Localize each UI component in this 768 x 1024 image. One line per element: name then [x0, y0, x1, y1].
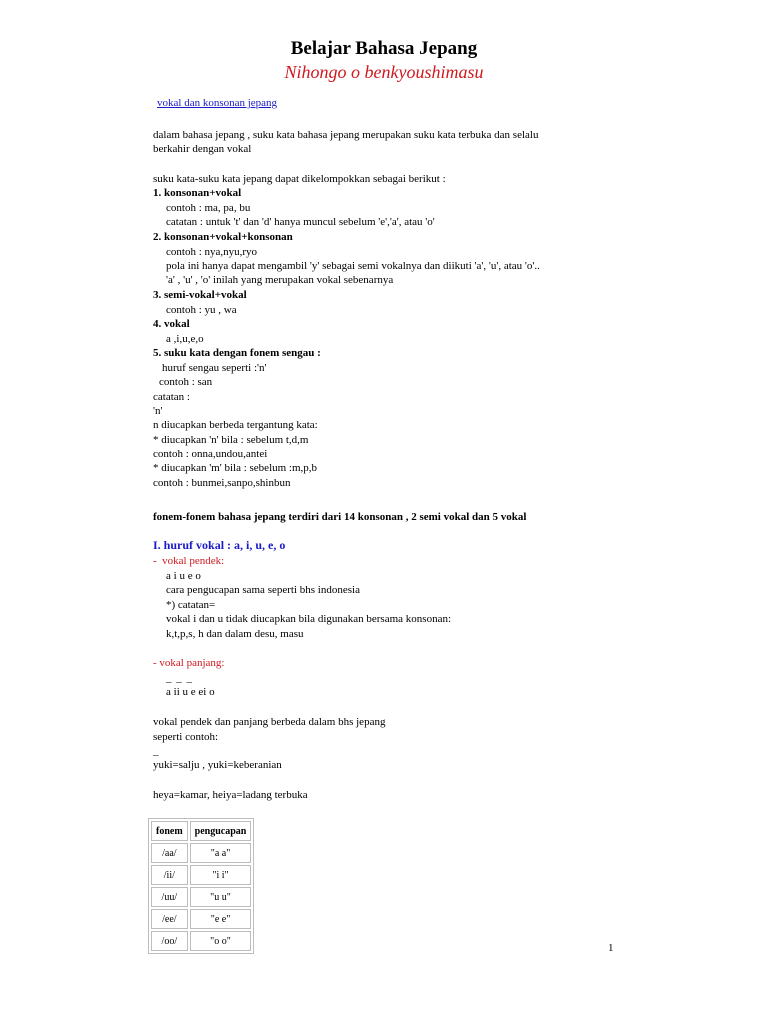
syllable-heading: 5. suku kata dengan fonem sengau :	[153, 347, 321, 360]
cell-pengucapan: "o o"	[190, 931, 252, 951]
cell-fonem: /oo/	[151, 931, 188, 951]
cell-fonem: /ee/	[151, 909, 188, 929]
table-row	[151, 843, 251, 863]
short-vowel-line: k,t,p,s, h dan dalam desu, masu	[166, 628, 304, 640]
intro-line: dalam bahasa jepang , suku kata bahasa jepang merupakan suku kata terbuka dan selalu	[153, 129, 539, 141]
example-yuki: yuki=salju , yuki=keberanian	[153, 759, 282, 771]
section-heading-vokal: I. huruf vokal : a, i, u, e, o	[153, 538, 286, 552]
fonem-summary: fonem-fonem bahasa jepang terdiri dari 14 konsonan , 2 semi vokal dan 5 vokal	[153, 511, 527, 523]
page-number: 1	[608, 942, 614, 954]
table-header-row	[151, 821, 251, 841]
comparison-line: seperti contoh:	[153, 731, 219, 743]
short-vowel-line: *) catatan=	[166, 599, 216, 611]
table-row	[151, 909, 251, 929]
long-vowels: a ii u e ei o	[166, 686, 215, 698]
macron-marks: _ _ _	[166, 672, 193, 684]
syllable-line: 'a' , 'u' , 'o' inilah yang merupakan vokal sebenarnya	[166, 274, 394, 287]
page-subtitle: Nihongo o benkyoushimasu	[284, 62, 484, 82]
syllable-line: * diucapkan 'm' bila : sebelum :m,p,b	[153, 462, 318, 475]
syllable-line: contoh : onna,undou,antei	[153, 447, 268, 460]
syllable-heading: 4. vokal	[153, 317, 190, 330]
syllable-line: catatan : untuk 't' dan 'd' hanya muncul sebelum 'e','a', atau 'o'	[166, 216, 435, 229]
syllable-line: huruf sengau seperti :'n'	[162, 362, 267, 375]
syllable-line: * diucapkan 'n' bila : sebelum t,d,m	[153, 433, 309, 446]
fonem-table	[148, 818, 254, 954]
column-header-pengucapan: pengucapan	[190, 821, 252, 841]
syllable-line: n diucapkan berbeda tergantung kata:	[153, 419, 318, 432]
cell-fonem: /ii/	[151, 865, 188, 885]
syllable-line: catatan :	[153, 390, 190, 403]
column-header-fonem: fonem	[151, 821, 188, 841]
syllable-heading: 2. konsonan+vokal+konsonan	[153, 230, 293, 243]
table-row	[151, 931, 251, 951]
syllable-heading: 3. semi-vokal+vokal	[153, 288, 247, 301]
cell-pengucapan: "i i"	[190, 865, 252, 885]
cell-fonem: /uu/	[151, 887, 188, 907]
cell-pengucapan: "a a"	[190, 843, 252, 863]
short-vowel-line: a i u e o	[166, 570, 201, 582]
syllable-line: contoh : ma, pa, bu	[166, 202, 251, 214]
cell-fonem: /aa/	[151, 843, 188, 863]
page-title: Belajar Bahasa Jepang	[290, 38, 478, 59]
cell-pengucapan: "u u"	[190, 887, 252, 907]
short-vowel-label	[153, 554, 224, 568]
syllable-line: contoh : yu , wa	[166, 303, 237, 316]
syllable-line: 'n'	[153, 405, 163, 417]
short-vowel-line: vokal i dan u tidak diucapkan bila digunakan bersama konsonan:	[166, 613, 452, 625]
example-heya: heya=kamar, heiya=ladang terbuka	[153, 789, 308, 801]
macron-mark: _	[153, 745, 159, 757]
syllable-line: a ,i,u,e,o	[166, 332, 204, 345]
table-row	[151, 865, 251, 885]
comparison-line: vokal pendek dan panjang berbeda dalam bhs jepang	[153, 716, 386, 728]
link-vokal-konsonan[interactable]: vokal dan konsonan jepang	[157, 97, 278, 109]
short-vowel-line: cara pengucapan sama seperti bhs indonesia	[166, 584, 360, 596]
syllable-line: contoh : nya,nyu,ryo	[166, 245, 258, 258]
syllable-line: pola ini hanya dapat mengambil 'y' sebagai semi vokalnya dan diikuti 'a', 'u', atau 'o'..	[166, 259, 540, 272]
syllable-line: contoh : bunmei,sanpo,shinbun	[153, 476, 291, 489]
syllable-heading: 1. konsonan+vokal	[153, 187, 242, 199]
short-vowel-label-text: vokal pendek:	[162, 555, 225, 567]
cell-pengucapan: "e e"	[190, 909, 252, 929]
syllable-intro: suku kata-suku kata jepang dapat dikelompokkan sebagai berikut :	[153, 173, 446, 185]
table-row	[151, 887, 251, 907]
long-vowel-label: - vokal panjang:	[153, 657, 225, 669]
dash-bullet: -	[153, 555, 157, 567]
syllable-line: contoh : san	[159, 376, 213, 389]
intro-line: berkahir dengan vokal	[153, 143, 252, 155]
